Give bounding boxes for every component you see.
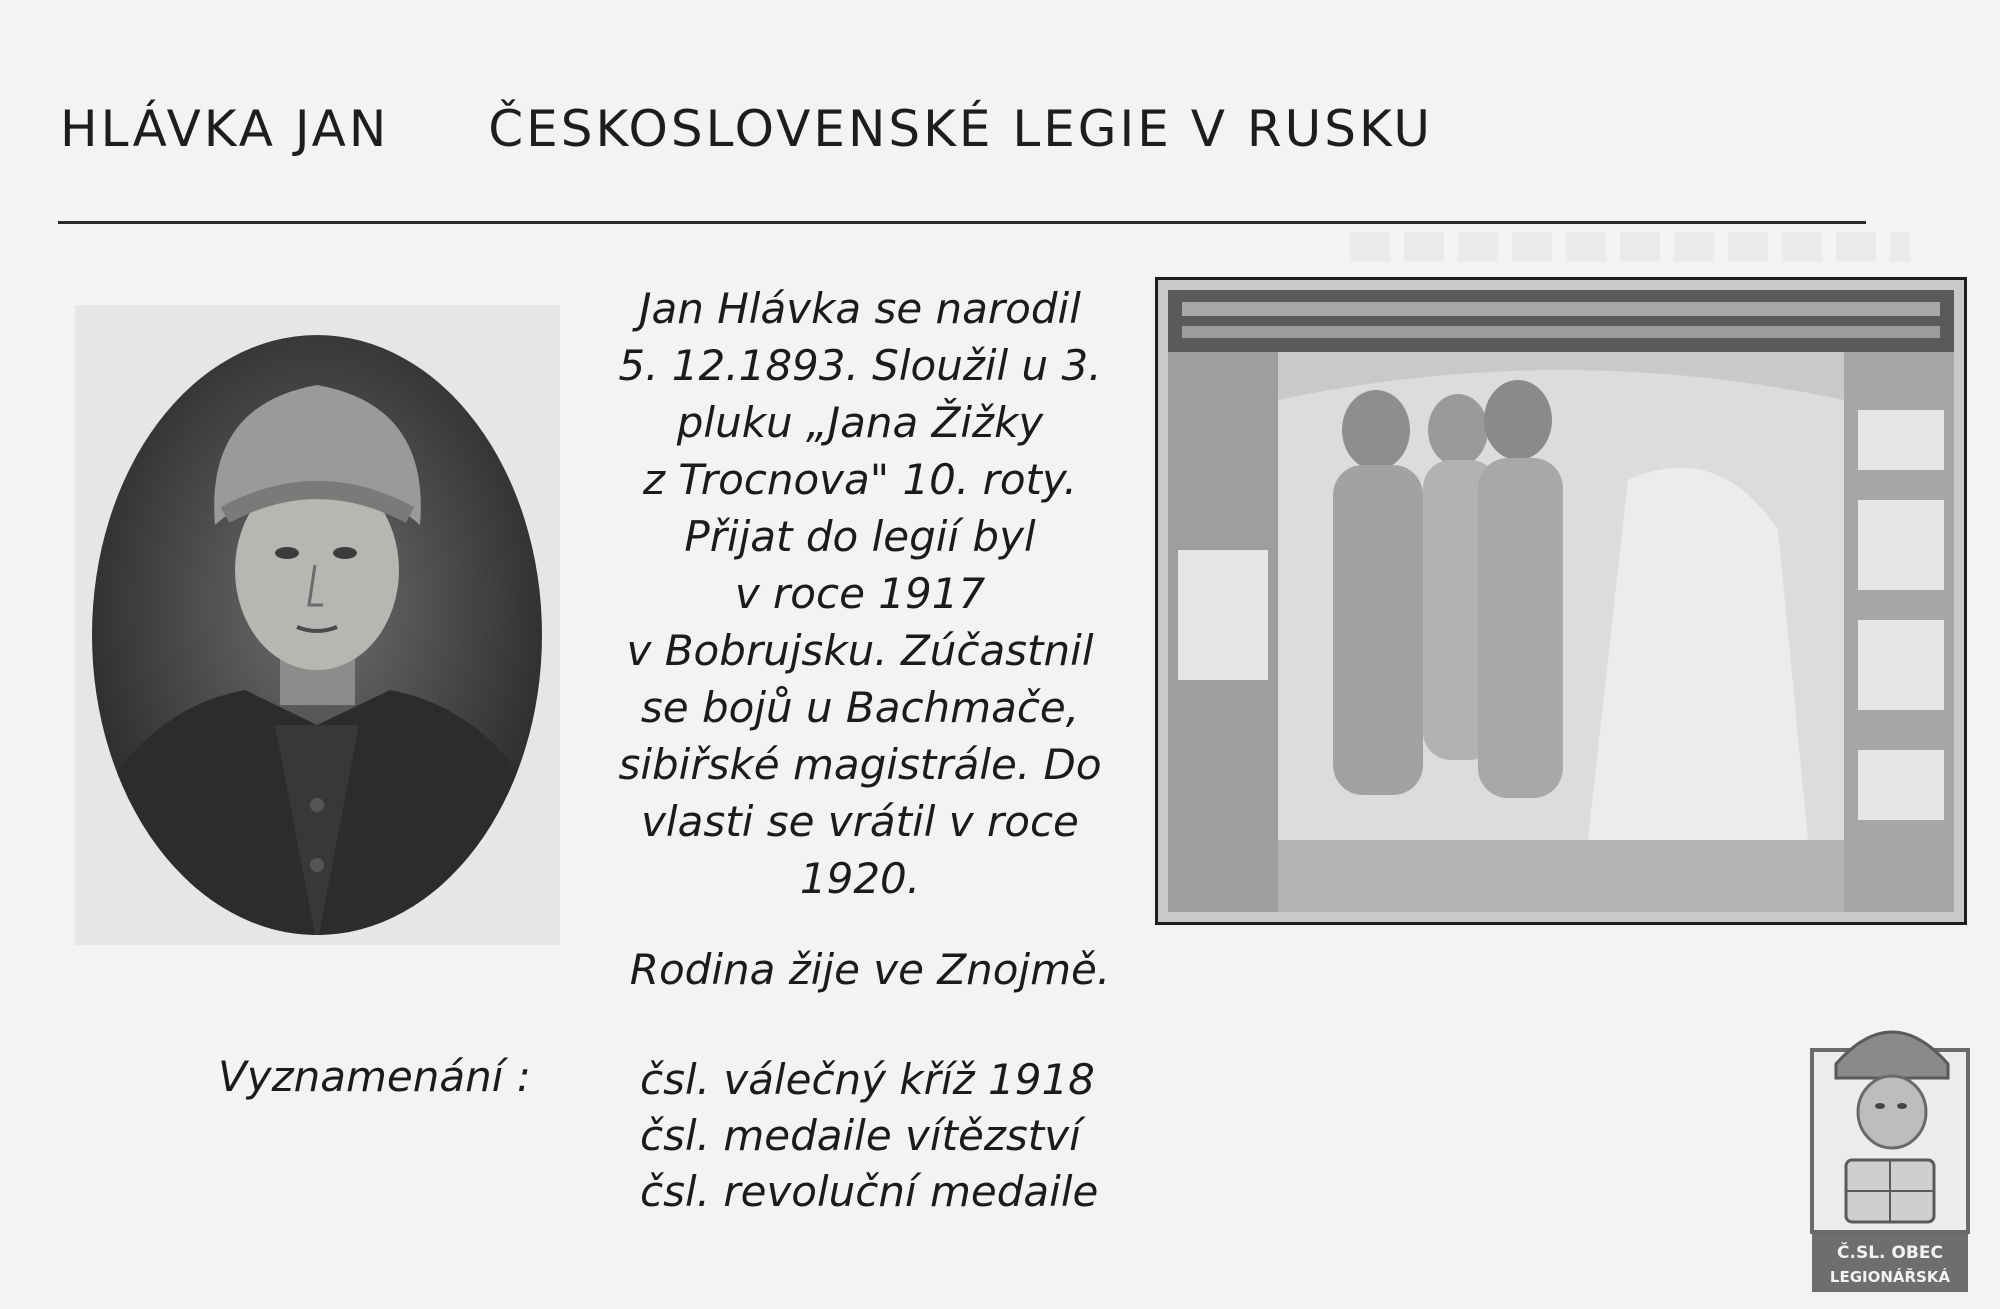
biography-text bbox=[575, 280, 1145, 907]
awards-list bbox=[640, 1052, 1098, 1220]
logo-text-line1: Č.SL. OBEC bbox=[1837, 1243, 1943, 1263]
page-header bbox=[60, 100, 1433, 158]
soldier-portrait bbox=[75, 305, 560, 945]
bio-line: pluku „Jana Žižky bbox=[676, 398, 1044, 447]
memorial-painting-photo bbox=[1155, 277, 1967, 925]
header-rule bbox=[58, 221, 1866, 224]
person-name: HLÁVKA JAN bbox=[60, 100, 390, 158]
award-item: čsl. medaile vítězství bbox=[640, 1111, 1081, 1160]
bio-line: v roce 1917 bbox=[734, 569, 986, 618]
logo-text-line2: LEGIONÁŘSKÁ bbox=[1829, 1268, 1951, 1286]
legion-association-logo bbox=[1800, 1000, 1980, 1295]
bio-line: Přijat do legií byl bbox=[684, 512, 1036, 561]
bio-line: Jan Hlávka se narodil bbox=[639, 284, 1081, 333]
bio-line: se bojů u Bachmače, bbox=[640, 683, 1080, 732]
award-item: čsl. válečný kříž 1918 bbox=[640, 1055, 1095, 1104]
bio-line: sibiřské magistrále. Do bbox=[618, 740, 1102, 789]
bleed-text-line bbox=[1350, 232, 1910, 262]
bio-line: z Trocnova" 10. roty. bbox=[643, 455, 1077, 504]
award-item: čsl. revoluční medaile bbox=[640, 1167, 1099, 1216]
bio-line: 1920. bbox=[799, 854, 921, 903]
bio-line: 5. 12.1893. Sloužil u 3. bbox=[618, 341, 1102, 390]
bio-line: v Bobrujsku. Zúčastnil bbox=[626, 626, 1094, 675]
awards-label: Vyznamenání : bbox=[218, 1052, 531, 1101]
family-note: Rodina žije ve Znojmě. bbox=[629, 945, 1111, 994]
bio-line: vlasti se vrátil v roce bbox=[641, 797, 1079, 846]
unit-title: ČESKOSLOVENSKÉ LEGIE V RUSKU bbox=[488, 100, 1433, 158]
